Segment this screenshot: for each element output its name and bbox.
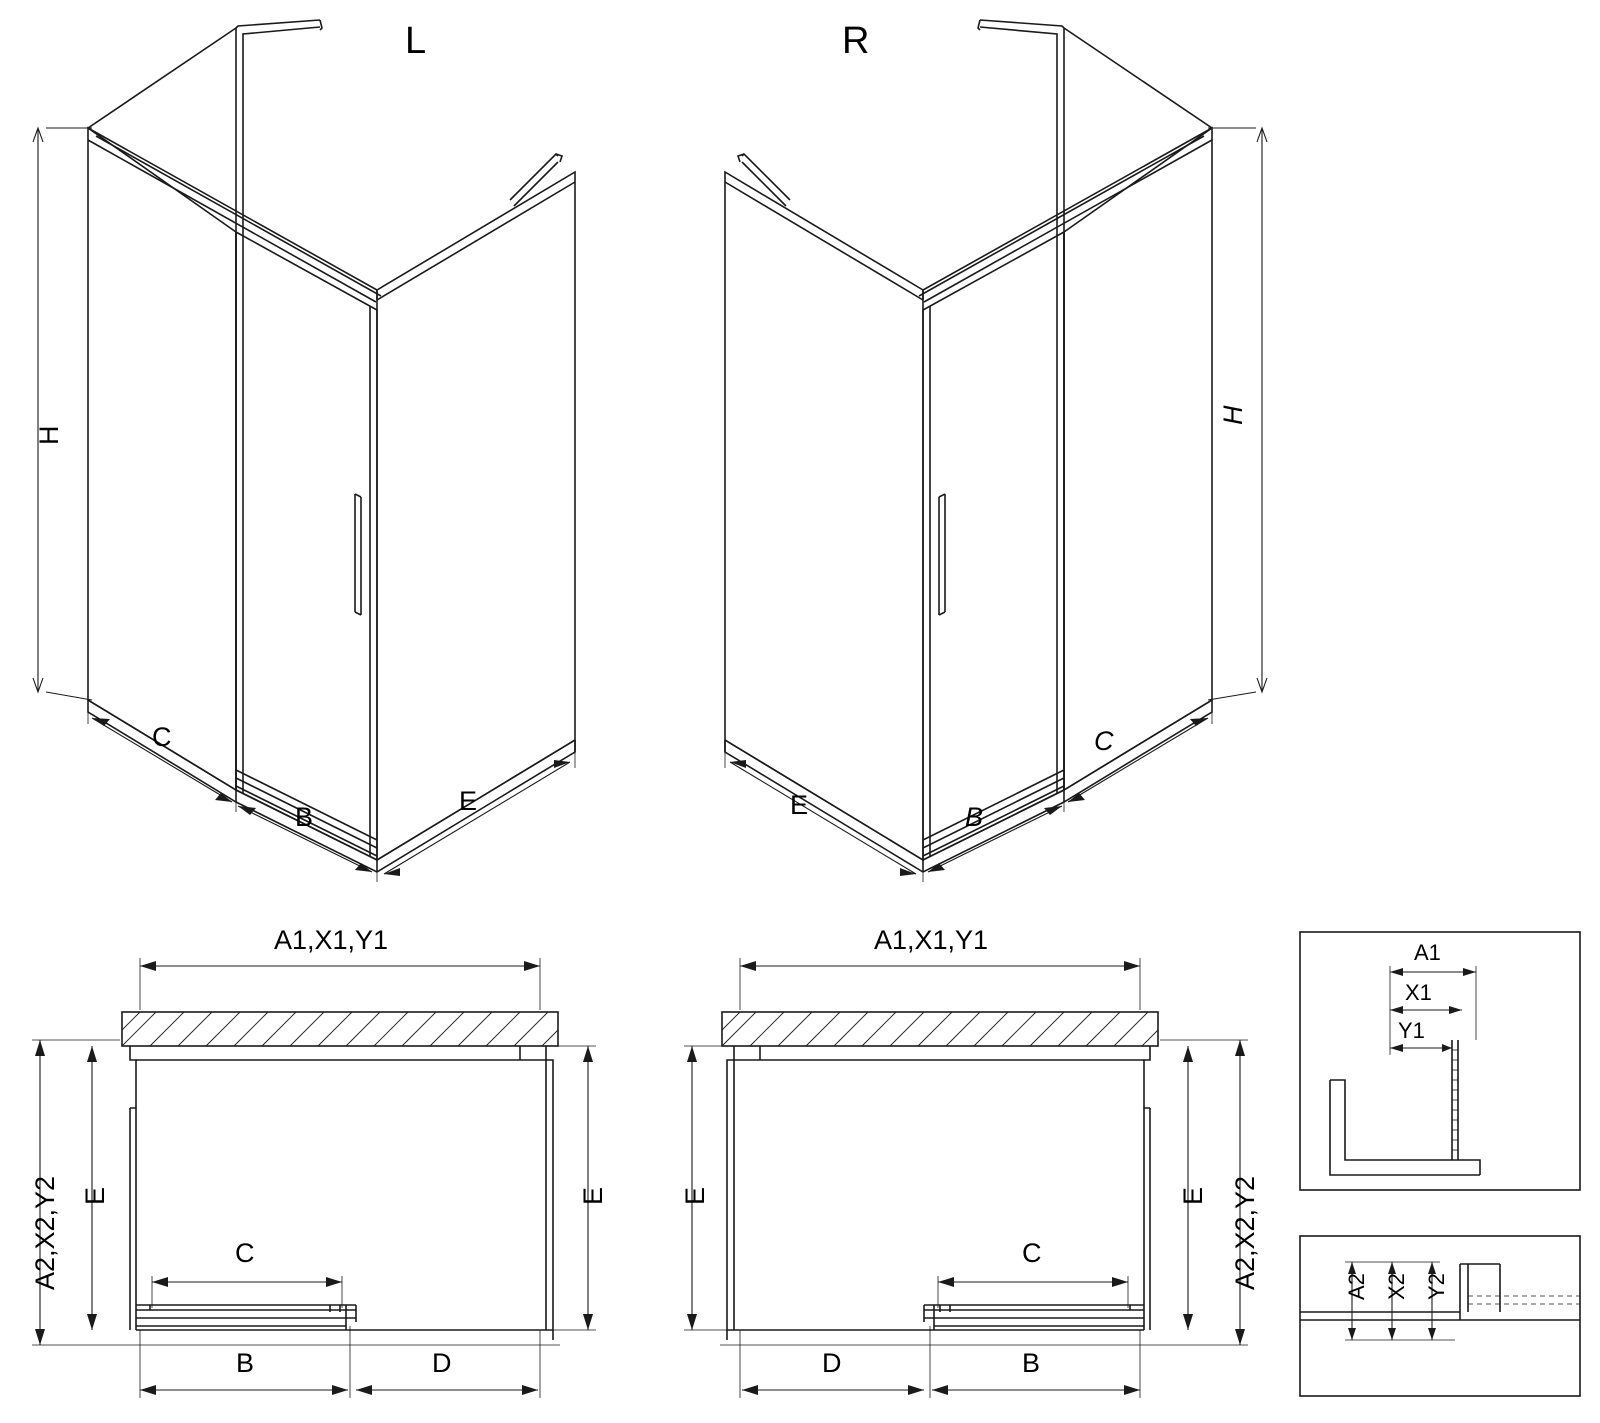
dim-b-plan-right: B: [1022, 1348, 1041, 1378]
dim-c-plan-right: C: [1022, 1238, 1042, 1268]
dim-e-plan-right-outer: E: [1178, 1186, 1208, 1205]
dim-b-iso-left: B: [295, 802, 314, 832]
dim-x2-detail: X2: [1384, 1273, 1409, 1300]
dim-b-plan-left: B: [236, 1348, 255, 1378]
dim-a1x1y1-plan-left: A1,X1,Y1: [274, 925, 389, 955]
dim-e-plan-left-inner: E: [80, 1186, 110, 1205]
dim-e-plan-right-inner: E: [680, 1186, 710, 1205]
dim-c-iso-right: C: [1094, 726, 1114, 756]
dim-y1-detail: Y1: [1398, 1018, 1425, 1043]
dim-e-iso-right: E: [790, 790, 809, 820]
dim-d-plan-left: D: [432, 1348, 452, 1378]
dim-a2x2y2-plan-left: A2,X2,Y2: [30, 1175, 60, 1290]
dim-c-plan-left: C: [235, 1238, 255, 1268]
dim-x1-detail: X1: [1405, 980, 1432, 1005]
dim-b-iso-right: B: [965, 802, 984, 832]
view-title-right: R: [842, 20, 870, 62]
dim-a1-detail: A1: [1414, 940, 1441, 965]
dim-a2x2y2-plan-right: A2,X2,Y2: [1230, 1175, 1260, 1290]
dim-y2-detail: Y2: [1424, 1273, 1449, 1300]
dim-a1x1y1-plan-right: A1,X1,Y1: [874, 925, 989, 955]
dim-e-iso-left: E: [459, 786, 478, 816]
dim-h-right: H: [1218, 405, 1248, 425]
dim-h-left: H: [34, 425, 64, 445]
dim-a2-detail: A2: [1344, 1273, 1369, 1300]
view-title-left: L: [405, 20, 427, 62]
dim-e-plan-left-outer: E: [578, 1186, 608, 1205]
dim-c-iso-left: C: [152, 722, 172, 752]
dim-d-plan-right: D: [822, 1348, 842, 1378]
